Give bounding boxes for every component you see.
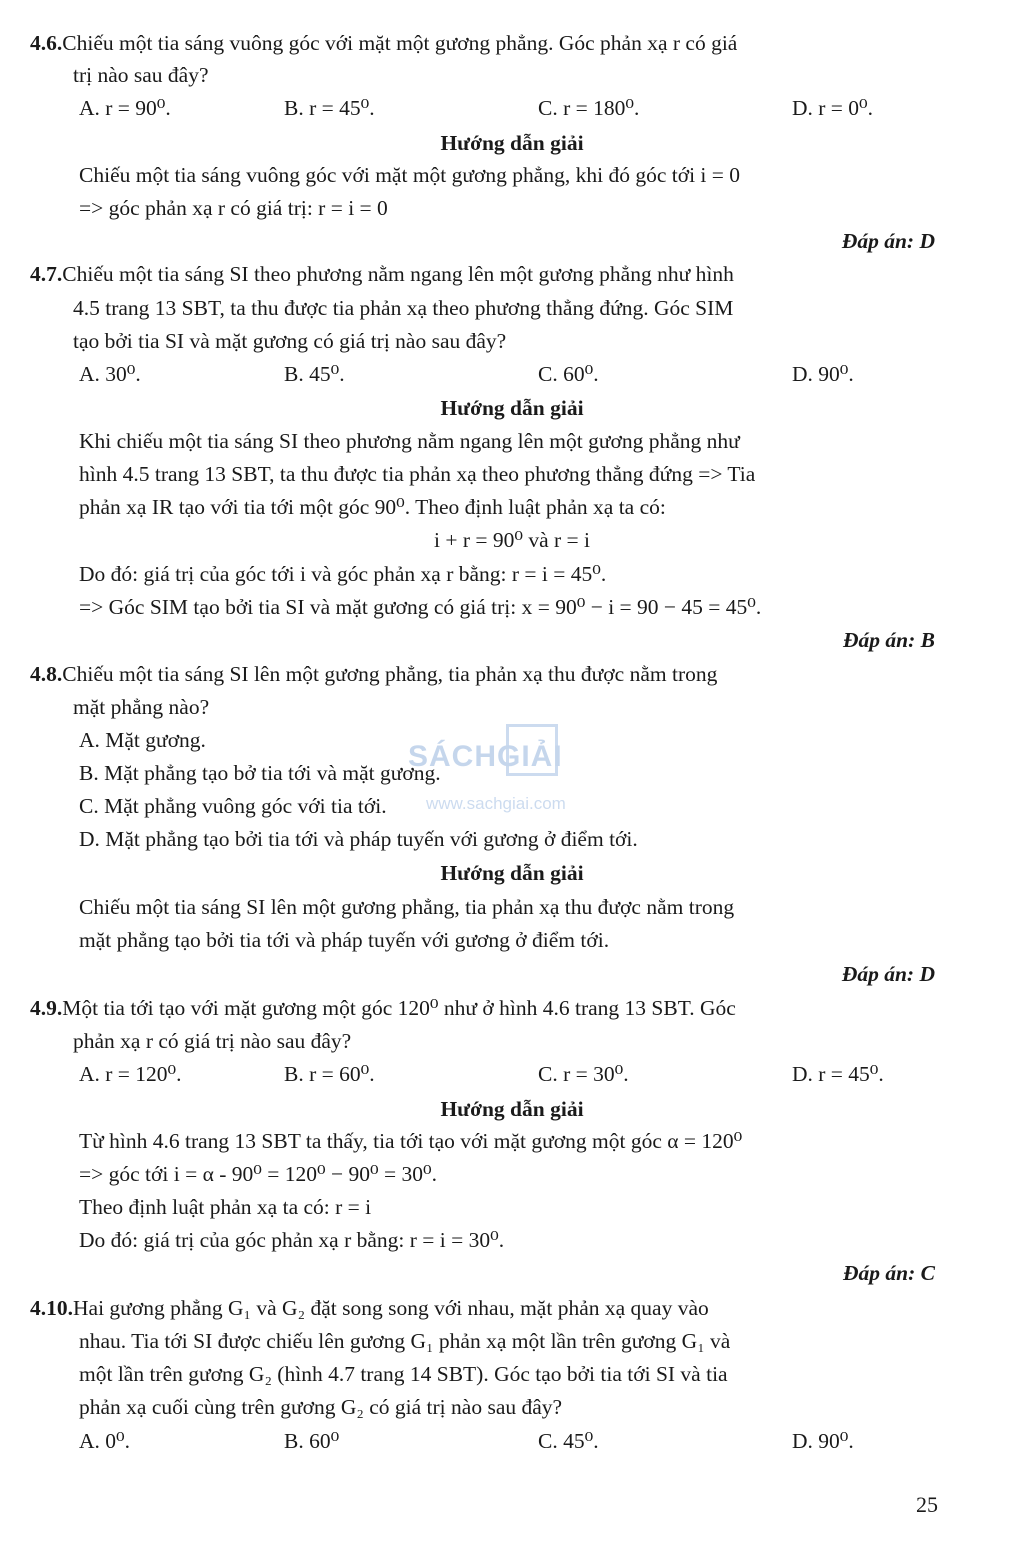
page-number: 25 (916, 1492, 938, 1517)
guide-heading: Hướng dẫn giải (440, 131, 584, 155)
watermark-brand: SÁCHGIẢI (408, 740, 563, 773)
watermark (408, 724, 618, 814)
answer-label: Đáp án: C (843, 1261, 935, 1285)
option-c: C. r = 180⁰. (538, 96, 640, 120)
solution-line: Chiếu một tia sáng SI lên một gương phẳng, tia phản xạ thu được nằm trong (79, 895, 735, 919)
solution-line: Khi chiếu một tia sáng SI theo phương nằm ngang lên một gương phẳng như (79, 429, 740, 453)
question-4-7-line-2: 4.5 trang 13 SBT, ta thu được tia phản xạ theo phương thẳng đứng. Góc SIM (73, 296, 734, 320)
option-b: B. 45⁰. (284, 362, 345, 386)
solution-line: Từ hình 4.6 trang 13 SBT ta thấy, tia tới tạo với mặt gương một góc α = 120⁰ (79, 1129, 743, 1153)
solution-line: Chiếu một tia sáng vuông góc với mặt một gương phẳng, khi đó góc tới i = 0 (79, 163, 741, 187)
option-a: A. 0⁰. (79, 1429, 131, 1453)
question-4-9-line-1 (30, 993, 964, 1023)
option-a: A. r = 90⁰. (79, 96, 171, 120)
option-d: D. 90⁰. (792, 362, 854, 386)
question-4-10-line-4: phản xạ cuối cùng trên gương G₂ có giá trị nào sau đây? (79, 1395, 563, 1419)
answer-label: Đáp án: D (841, 229, 935, 253)
question-number: 4.7. (30, 262, 63, 286)
option-d: D. r = 45⁰. (792, 1062, 884, 1086)
option-c: C. 60⁰. (538, 362, 599, 386)
watermark-url: www.sachgiai.com (426, 794, 566, 813)
option-c: C. r = 30⁰. (538, 1062, 629, 1086)
question-4-8-line-1 (30, 659, 964, 689)
solution-line: => Góc SIM tạo bởi tia SI và mặt gương có giá trị: x = 90⁰ − i = 90 − 45 = 45⁰. (79, 595, 762, 619)
option-d: D. 90⁰. (792, 1429, 854, 1453)
question-4-8-line-2: mặt phẳng nào? (73, 695, 210, 719)
option-a: A. 30⁰. (79, 362, 141, 386)
solution-line: Do đó: giá trị của góc tới i và góc phản xạ r bằng: r = i = 45⁰. (79, 562, 607, 586)
question-text: Chiếu một tia sáng vuông góc với mặt một gương phẳng. Góc phản xạ r có giá (62, 31, 738, 55)
question-4-10-line-3: một lần trên gương G₂ (hình 4.7 trang 14 SBT). Góc tạo bởi tia tới SI và tia (79, 1362, 728, 1386)
question-number: 4.10. (30, 1296, 73, 1320)
question-4-7-line-3: tạo bởi tia SI và mặt gương có giá trị nào sau đây? (73, 329, 507, 353)
question-text: Chiếu một tia sáng SI theo phương nằm ngang lên một gương phẳng như hình (62, 262, 734, 286)
question-text: Chiếu một tia sáng SI lên một gương phẳng, tia phản xạ thu được nằm trong (62, 662, 718, 686)
answer-label: Đáp án: B (843, 628, 935, 652)
question-4-7-line-1 (30, 259, 964, 289)
option-b: B. r = 45⁰. (284, 96, 375, 120)
question-number: 4.9. (30, 996, 63, 1020)
option-d: D. r = 0⁰. (792, 96, 874, 120)
question-number: 4.6. (30, 31, 63, 55)
guide-heading: Hướng dẫn giải (440, 396, 584, 420)
question-4-10-line-1 (30, 1293, 964, 1323)
question-4-9-line-2: phản xạ r có giá trị nào sau đây? (73, 1029, 352, 1053)
solution-line: phản xạ IR tạo với tia tới một góc 90⁰. Theo định luật phản xạ ta có: (79, 495, 666, 519)
question-4-10-line-2: nhau. Tia tới SI được chiếu lên gương G₁ phản xạ một lần trên gương G₁ và (79, 1329, 731, 1353)
option-b: B. Mặt phẳng tạo bở tia tới và mặt gương. (79, 761, 441, 785)
solution-formula: i + r = 90⁰ và r = i (433, 528, 591, 552)
option-b: B. r = 60⁰. (284, 1062, 375, 1086)
guide-heading: Hướng dẫn giải (440, 1097, 584, 1121)
answer-label: Đáp án: D (841, 962, 935, 986)
question-text: Một tia tới tạo với mặt gương một góc 120⁰ như ở hình 4.6 trang 13 SBT. Góc (62, 996, 736, 1020)
solution-line: => góc tới i = α - 90⁰ = 120⁰ − 90⁰ = 30⁰. (79, 1162, 437, 1186)
option-d: D. Mặt phẳng tạo bởi tia tới và pháp tuyến với gương ở điểm tới. (79, 827, 638, 851)
solution-line: hình 4.5 trang 13 SBT, ta thu được tia phản xạ theo phương thẳng đứng => Tia (79, 462, 756, 486)
question-number: 4.8. (30, 662, 63, 686)
solution-line: Do đó: giá trị của góc phản xạ r bằng: r = i = 30⁰. (79, 1228, 505, 1252)
question-4-6-line-2: trị nào sau đây? (73, 63, 209, 87)
solution-line: => góc phản xạ r có giá trị: r = i = 0 (79, 196, 388, 220)
question-text: Hai gương phẳng G₁ và G₂ đặt song song với nhau, mặt phản xạ quay vào (73, 1296, 709, 1320)
guide-heading: Hướng dẫn giải (440, 861, 584, 885)
option-c: C. 45⁰. (538, 1429, 599, 1453)
solution-line: mặt phẳng tạo bởi tia tới và pháp tuyến với gương ở điểm tới. (79, 928, 610, 952)
question-4-6-line-1 (30, 28, 964, 58)
option-b: B. 60⁰ (284, 1429, 340, 1453)
option-a: A. Mặt gương. (79, 728, 206, 752)
option-c: C. Mặt phẳng vuông góc với tia tới. (79, 794, 387, 818)
option-a: A. r = 120⁰. (79, 1062, 182, 1086)
solution-line: Theo định luật phản xạ ta có: r = i (79, 1195, 372, 1219)
